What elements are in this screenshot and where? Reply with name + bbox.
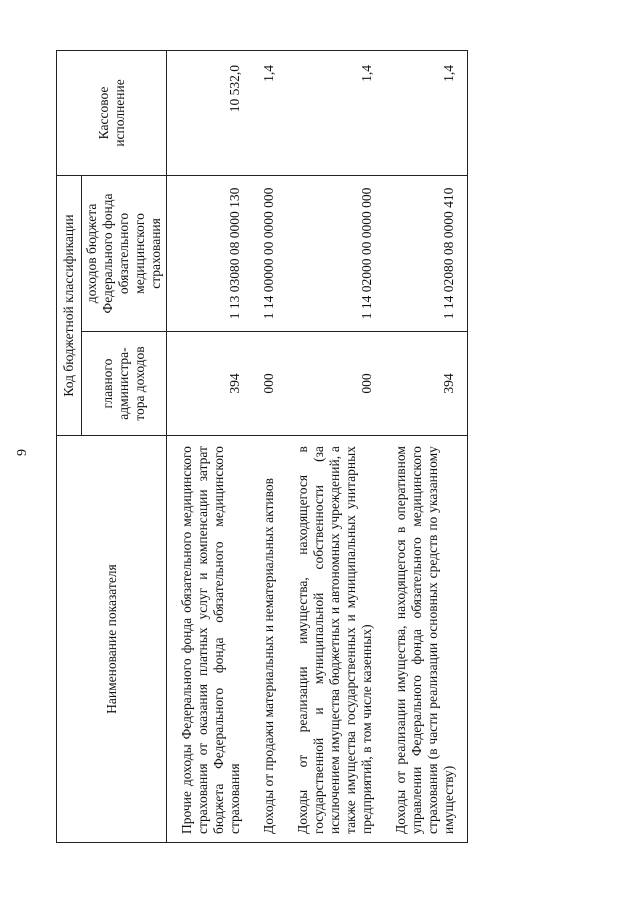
row-name: Прочие доходы Федерального фонда обязательного медицинского страхования от оказания платных услуг и компенсации затрат бюджета Федерального фонда обязательного медицинского страхования — [167, 436, 254, 843]
row-income-code: 1 14 00000 00 0000 000 — [253, 175, 287, 331]
row-name: Доходы от реализации имущества, находящегося в государственной и муниципальной собственности (за исключением имущества бюджетных и автономных учреждений, а также имущества государственных и муниципальных унитарных предприятий, в том числе казенных) — [287, 436, 385, 843]
row-income-code: 1 13 03080 08 0000 130 — [167, 175, 254, 331]
row-administrator: 394 — [385, 332, 468, 436]
header-cash: Кассовое исполнение — [57, 51, 167, 176]
row-name: Доходы от продажи материальных и нематериальных активов — [253, 436, 287, 843]
revenue-table — [56, 50, 468, 843]
header-row — [57, 51, 82, 843]
row-cash: 1,4 — [253, 51, 287, 176]
row-cash: 10 532,0 — [167, 51, 254, 176]
page-number: 9 — [15, 449, 30, 456]
row-administrator: 000 — [287, 332, 385, 436]
row-cash: 1,4 — [287, 51, 385, 176]
header-name: Наименование показателя — [57, 436, 167, 843]
header-classification: Код бюджетной классификации — [57, 175, 82, 435]
table-row — [167, 51, 254, 843]
table-row — [253, 51, 287, 843]
header-administrator: главного администра-тора доходов — [82, 332, 167, 436]
row-cash: 1,4 — [385, 51, 468, 176]
row-income-code: 1 14 02000 00 0000 000 — [287, 175, 385, 331]
row-name: Доходы от реализации имущества, находящегося в оперативном управлении Федерального фонда обязательного медицинского страхования (в части реализации основных средств по указанному имуществу) — [385, 436, 468, 843]
table-row — [385, 51, 468, 843]
row-administrator: 000 — [253, 332, 287, 436]
table-row — [287, 51, 385, 843]
row-administrator: 394 — [167, 332, 254, 436]
header-income: доходов бюджета Федерального фонда обязательного медицинского страхования — [82, 175, 167, 331]
row-income-code: 1 14 02080 08 0000 410 — [385, 175, 468, 331]
